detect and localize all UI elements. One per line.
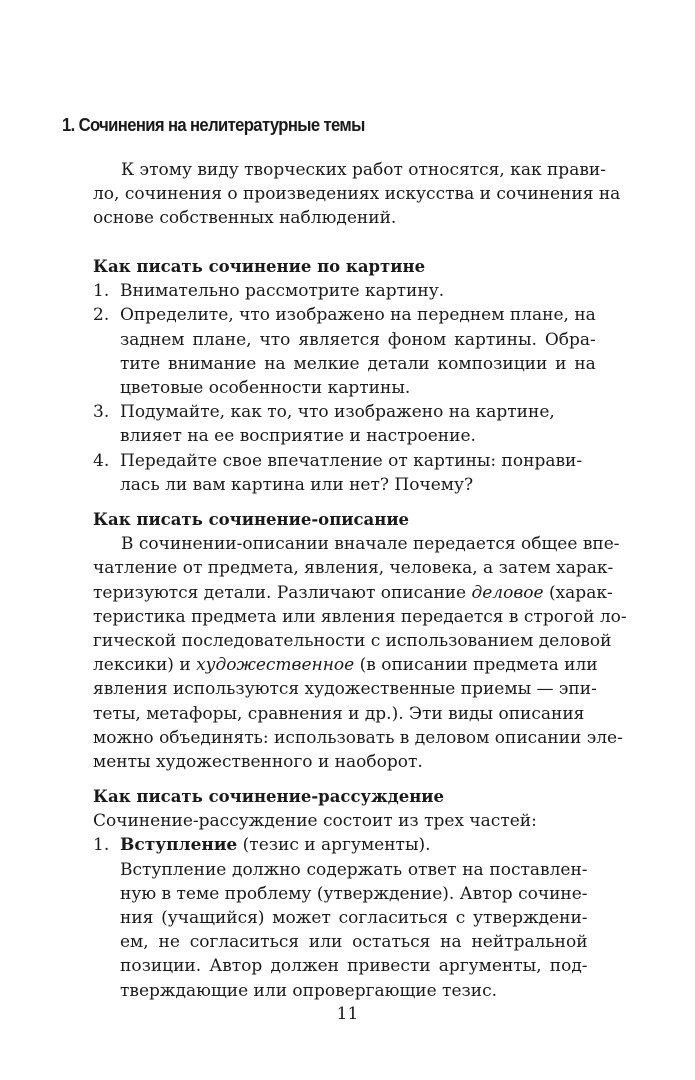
text-line: К этому виду творческих работ относятся, как прави-: [121, 160, 606, 180]
text-run: (в описании предмета или: [354, 655, 598, 676]
text-line: Подумайте, как то, что изображено на картине,: [120, 402, 555, 423]
list-item: [93, 833, 588, 1002]
chapter-heading: 1. Сочинения на нелитературные темы: [62, 114, 365, 135]
text-run: (тезис и аргументы).: [237, 835, 431, 856]
list-item: [93, 449, 583, 497]
list-number: 4.: [93, 450, 110, 471]
section-picture: [93, 255, 596, 497]
text-line: гической последовательности с использованием деловой: [93, 630, 612, 651]
text-line: ло, сочинения о произведениях искусства и сочинения на: [93, 184, 621, 205]
list-item: [93, 400, 555, 448]
page-number: 11: [336, 1004, 359, 1024]
text-line: тите внимание на мелкие детали композиции и на: [120, 353, 596, 374]
intro-paragraph: [93, 158, 621, 231]
text-line: явления используются художественные приемы — эпи-: [93, 679, 597, 700]
text-line: Передайте свое впечатление от картины: понрави-: [120, 450, 583, 471]
list-number: 1.: [93, 835, 110, 856]
list-item: [93, 303, 596, 400]
text-line: тверждающие или опровергающие тезис.: [120, 980, 498, 1001]
text-line: [93, 581, 613, 605]
text-line: цветовые особенности картины.: [120, 377, 411, 398]
italic-term: деловое: [471, 582, 544, 603]
text-run: (харак-: [543, 582, 613, 603]
text-line: Сочинение-рассуждение состоит из трех частей:: [93, 811, 537, 832]
text-line: Определите, что изображено на переднем плане, на: [120, 305, 596, 326]
text-line: теристика предмета или явления передается в строгой ло-: [93, 606, 627, 627]
text-run: теризуются детали. Различают описание: [93, 582, 472, 603]
text-line: теты, метафоры, сравнения и др.). Эти виды описания: [93, 703, 585, 724]
text-line: основе собственных наблюдений.: [93, 208, 397, 229]
list-item: [93, 279, 543, 303]
text-line: ем, не согласиться или остаться на нейтральной: [120, 932, 588, 953]
bold-term: Вступление: [120, 835, 238, 856]
section-title: Как писать сочинение-описание: [93, 510, 410, 529]
text-line: ную в теме проблему (утверждение). Автор сочине-: [120, 883, 588, 904]
text-line: заднем плане, что является фоном картины. Обра-: [120, 329, 596, 350]
text-line: менты художественного и наоборот.: [93, 751, 423, 772]
text-line: позиции. Автор должен привести аргументы, под-: [120, 956, 588, 977]
text-line: ния (учащийся) может согласиться с утверждени-: [120, 907, 588, 928]
text-line: [93, 653, 598, 677]
text-line: В сочинении-описании вначале передается общее впе-: [121, 534, 620, 555]
list-number: 2.: [93, 305, 110, 326]
text-line: Внимательно рассмотрите картину.: [120, 281, 445, 302]
text-line: можно объединять: использовать в деловом описании эле-: [93, 727, 623, 748]
text-line: Вступление должно содержать ответ на поставлен-: [120, 859, 588, 880]
section-reasoning: [93, 785, 588, 1003]
section-title: Как писать сочинение по картине: [93, 257, 426, 276]
section-description: [93, 508, 627, 774]
text-line: лась ли вам картина или нет? Почему?: [120, 474, 474, 495]
text-run: лексики) и: [93, 655, 197, 676]
list-number: 1.: [93, 281, 110, 302]
text-line: [120, 833, 588, 857]
section-title: Как писать сочинение-рассуждение: [93, 787, 445, 806]
italic-term: художественное: [196, 655, 355, 676]
text-line: влияет на ее восприятие и настроение.: [120, 426, 476, 447]
list-number: 3.: [93, 402, 110, 423]
text-line: чатление от предмета, явления, человека, а затем харак-: [93, 558, 614, 579]
